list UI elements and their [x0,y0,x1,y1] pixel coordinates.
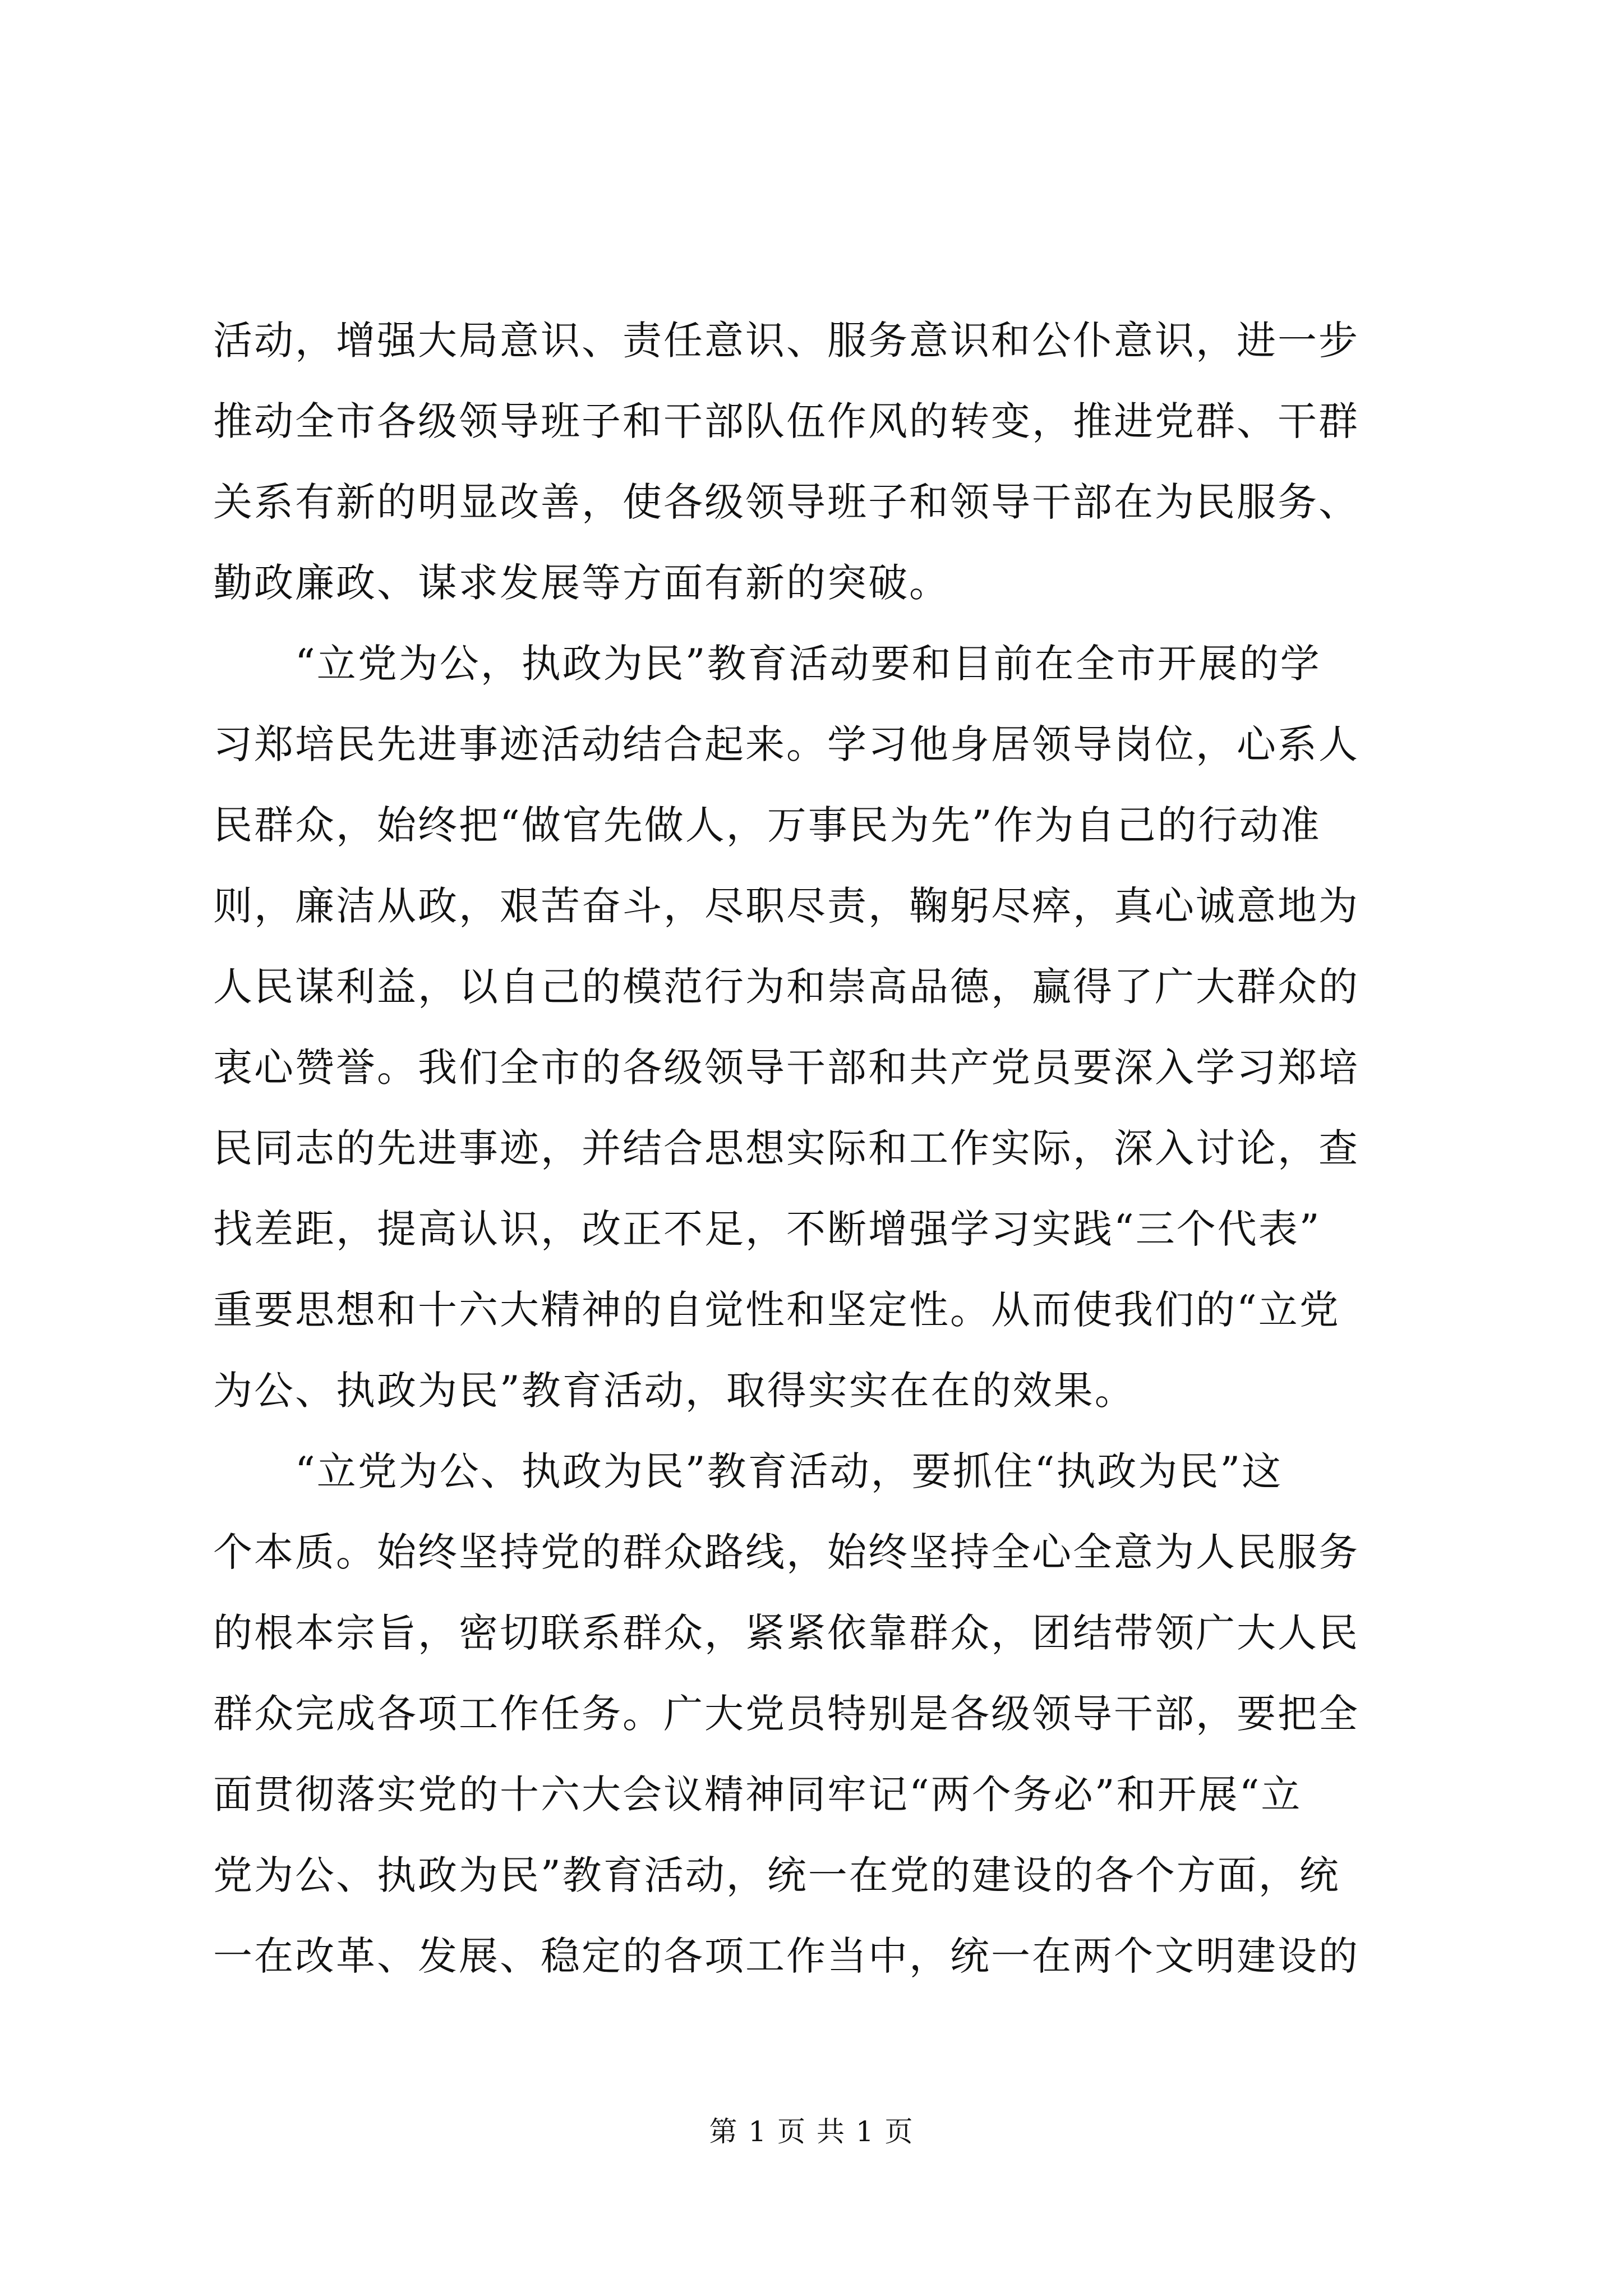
text-line: “立党为公、执政为民”教育活动，要抓住“执政为民”这 [213,1448,1283,1494]
text-line: 民群众，始终把“做官先做人，万事民为先”作为自己的行动准 [213,802,1321,848]
text-line: 民同志的先进事迹，并结合思想实际和工作实际，深入讨论，查 [213,1125,1359,1171]
text-line: 个本质。始终坚持党的群众路线，始终坚持全心全意为人民服务 [213,1529,1359,1575]
text-line: 关系有新的明显改善，使各级领导班子和领导干部在为民服务、 [213,479,1359,525]
text-line: 重要思想和十六大精神的自觉性和坚定性。从而使我们的“立党 [213,1287,1340,1333]
text-line: 人民谋利益，以自己的模范行为和崇高品德，赢得了广大群众的 [213,964,1359,1010]
text-line: 的根本宗旨，密切联系群众，紧紧依靠群众，团结带领广大人民 [213,1610,1359,1656]
text-line: 勤政廉政、谋求发展等方面有新的突破。 [213,560,950,606]
text-line: “立党为公，执政为民”教育活动要和目前在全市开展的学 [213,641,1321,687]
text-line: 则，廉洁从政，艰苦奋斗，尽职尽责，鞠躬尽瘁，真心诚意地为 [213,883,1359,929]
text-line: 为公、执政为民”教育活动，取得实实在在的效果。 [213,1368,1136,1414]
text-line: 活动，增强大局意识、责任意识、服务意识和公仆意识，进一步 [213,318,1359,364]
text-line: 党为公、执政为民”教育活动，统一在党的建设的各个方面，统 [213,1852,1340,1898]
text-line: 群众完成各项工作任务。广大党员特别是各级领导干部，要把全 [213,1691,1359,1737]
text-line: 推动全市各级领导班子和干部队伍作风的转变，推进党群、干群 [213,398,1359,444]
text-line: 找差距，提高认识，改正不足，不断增强学习实践“三个代表” [213,1206,1321,1252]
page-footer: 第 1 页 共 1 页 [709,2115,914,2148]
text-line: 一在改革、发展、稳定的各项工作当中，统一在两个文明建设的 [213,1933,1359,1979]
text-line: 面贯彻落实党的十六大会议精神同牢记“两个务必”和开展“立 [213,1772,1302,1818]
text-line: 习郑培民先进事迹活动结合起来。学习他身居领导岗位，心系人 [213,721,1359,767]
text-line: 衷心赞誉。我们全市的各级领导干部和共产党员要深入学习郑培 [213,1045,1359,1091]
body-text [213,300,1413,1996]
